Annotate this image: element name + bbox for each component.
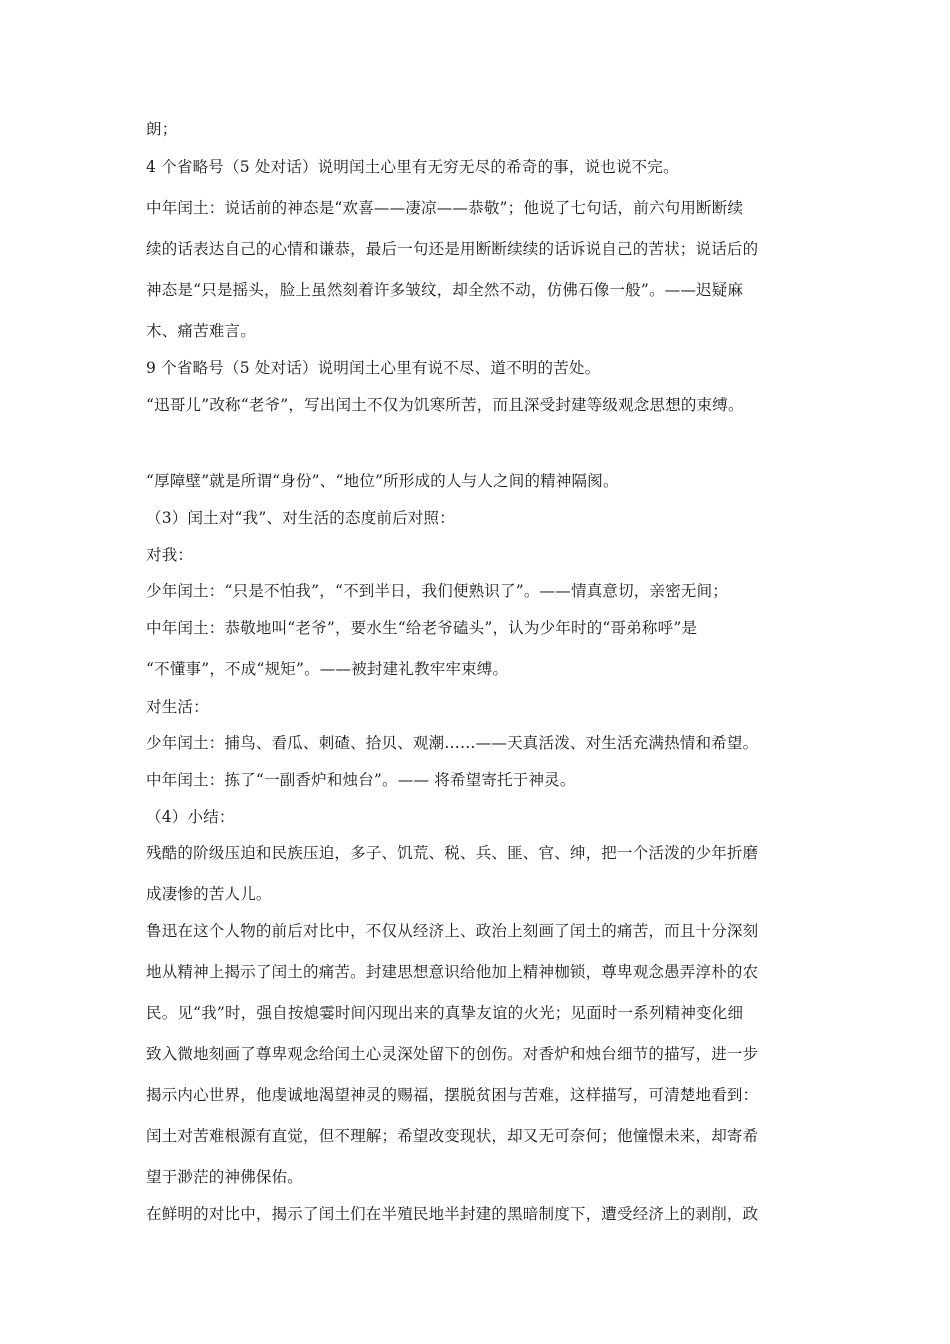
text-line: 中年闰土：拣了“一副香炉和烛台”。—— 将希望寄托于神灵。 <box>146 771 576 789</box>
text-line: 对生活： <box>146 698 209 716</box>
text-line: 闰土对苦难根源有直觉，但不理解；希望改变现状，却又无可奈何；他憧憬未来，却寄希 <box>146 1127 759 1145</box>
text-line: 残酷的阶级压迫和民族压迫，多子、饥荒、税、兵、匪、官、绅，把一个活泼的少年折磨 <box>146 844 759 862</box>
text-line: “迅哥儿”改称“老爷”，写出闰土不仅为饥寒所苦，而且深受封建等级观念思想的束缚。 <box>146 396 744 414</box>
text-line: 成凄惨的苦人儿。 <box>146 885 272 903</box>
text-line: 鲁迅在这个人物的前后对比中，不仅从经济上、政治上刻画了闰土的痛苦，而且十分深刻 <box>146 922 759 940</box>
text-line: 致入微地刻画了尊卑观念给闰土心灵深处留下的创伤。对香炉和烛台细节的描写，进一步 <box>146 1045 759 1063</box>
text-line: 9 个省略号（5 处对话）说明闰土心里有说不尽、道不明的苦处。 <box>146 359 601 377</box>
text-line: 望于渺茫的神佛保佑。 <box>146 1168 304 1186</box>
text-line: 神态是“只是摇头，脸上虽然刻着许多皱纹，却全然不动，仿佛石像一般”。——迟疑麻 <box>146 281 744 299</box>
text-line: 在鲜明的对比中，揭示了闰土们在半殖民地半封建的黑暗制度下，遭受经济上的剥削，政 <box>146 1205 759 1223</box>
text-line: 少年闰土：“只是不怕我”，“不到半日，我们便熟识了”。——情真意切，亲密无间； <box>146 582 728 600</box>
text-line: 续的话表达自己的心情和谦恭，最后一句还是用断断续续的话诉说自己的苦状；说话后的 <box>146 240 759 258</box>
text-line: 4 个省略号（5 处对话）说明闰土心里有无穷无尽的希奇的事，说也说不完。 <box>146 158 679 176</box>
section-heading: （3）闰土对“我”、对生活的态度前后对照： <box>146 509 455 527</box>
text-line: 地从精神上揭示了闰土的痛苦。封建思想意识给他加上精神枷锁，尊卑观念愚弄淳朴的农 <box>146 963 759 981</box>
text-line: 民。见“我”时，强自按熄霎时间闪现出来的真挚友谊的火光；见面时一系列精神变化细 <box>146 1004 744 1022</box>
text-line: “不懂事”，不成“规矩”。——被封建礼教牢牢束缚。 <box>146 660 509 678</box>
text-line: “厚障壁”就是所谓“身份”、“地位”所形成的人与人之间的精神隔阂。 <box>146 472 619 490</box>
text-line: 中年闰土：恭敬地叫“老爷”，要水生“给老爷磕头”，认为少年时的“哥弟称呼”是 <box>146 619 698 637</box>
text-line: 对我： <box>146 546 194 564</box>
text-line: 中年闰土：说话前的神态是“欢喜——凄凉——恭敬”；他说了七句话，前六句用断断续 <box>146 199 744 217</box>
text-line: 朗； <box>146 120 178 138</box>
text-line: 少年闰土：捕鸟、看瓜、刺碴、拾贝、观潮……——天真活泼、对生活充满热情和希望。 <box>146 734 759 752</box>
text-line: 木、痛苦难言。 <box>146 322 256 340</box>
section-heading: （4）小结： <box>146 808 235 826</box>
text-line: 揭示内心世界，他虔诚地渴望神灵的赐福，摆脱贫困与苦难，这样描写，可清楚地看到： <box>146 1086 759 1104</box>
